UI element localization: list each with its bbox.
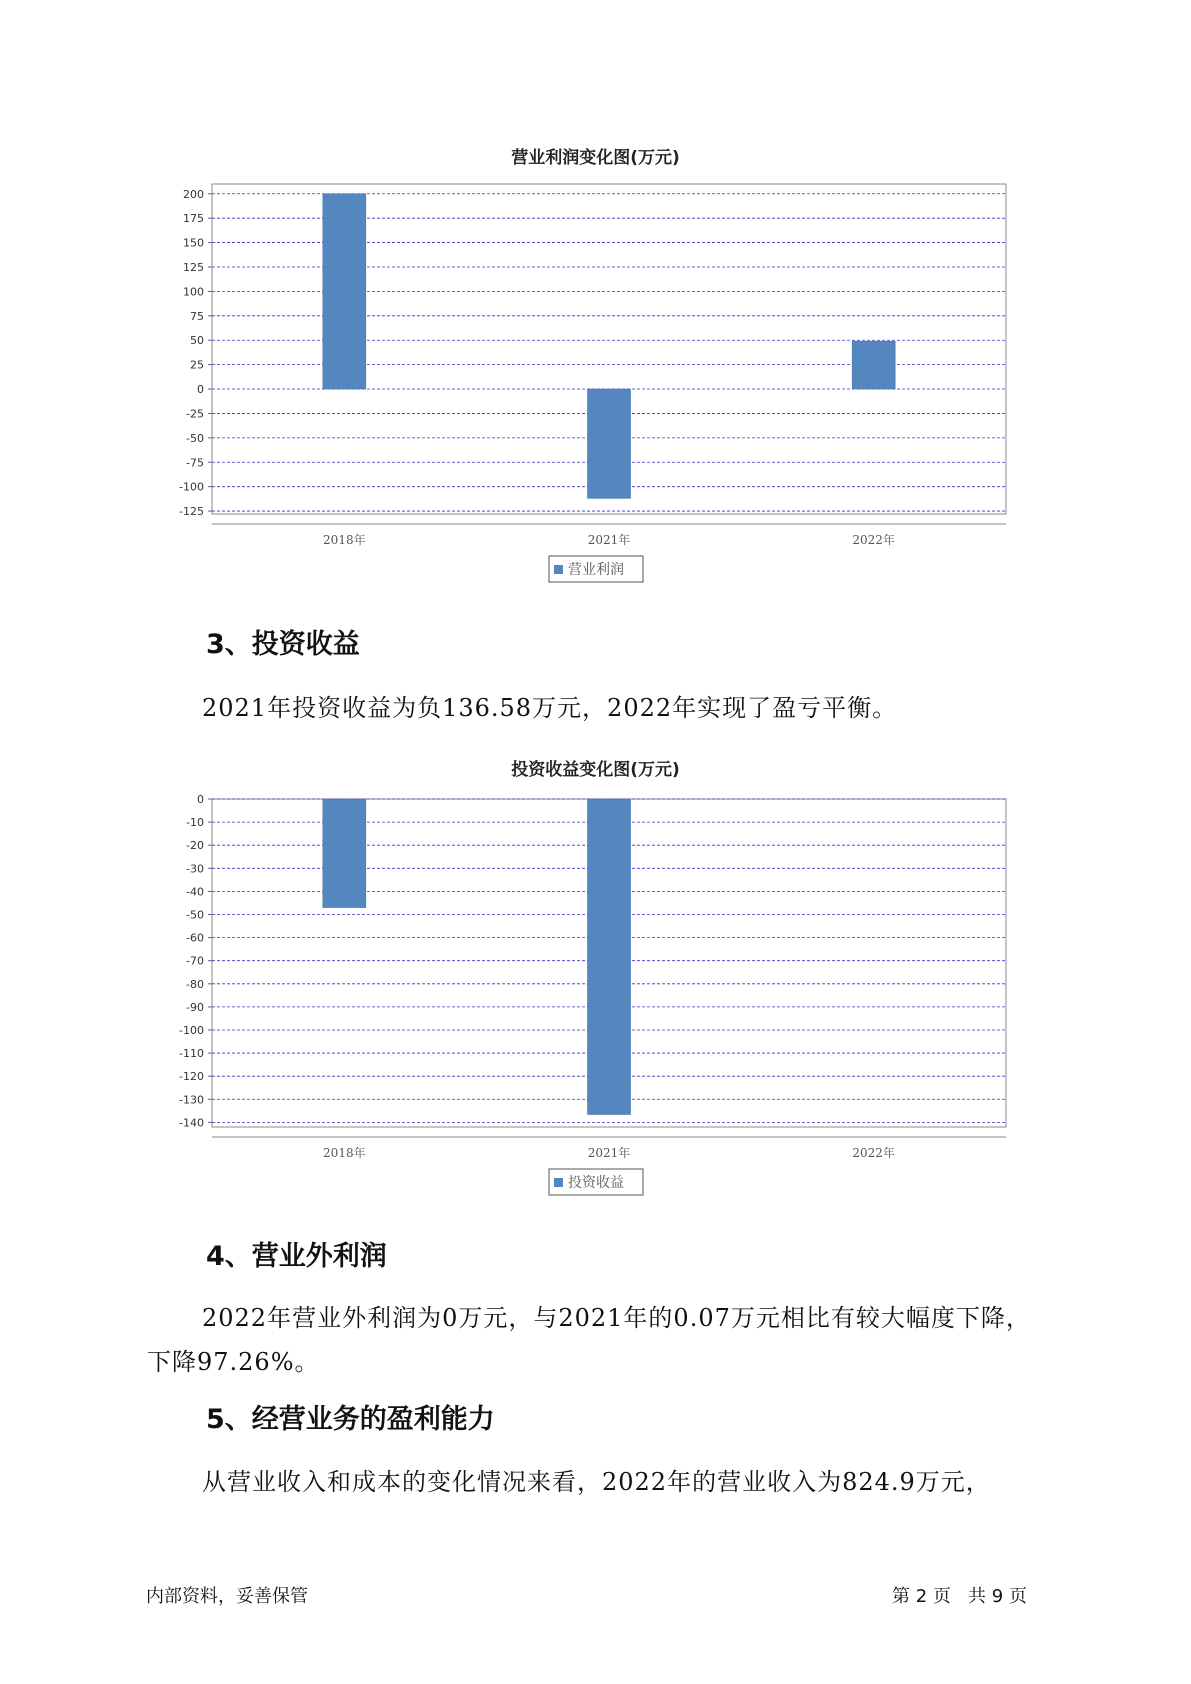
x-category-label: 2021年	[587, 1146, 631, 1160]
section-paragraph-non-operating-profit-line1: 2022年营业外利润为0万元，与2021年的0.07万元相比有较大幅度下降，	[202, 1304, 1031, 1332]
footer-confidential-note: 内部资料，妥善保管	[146, 1586, 308, 1607]
section-heading-investment-income: 3、投资收益	[206, 629, 360, 660]
y-tick-label: 0	[197, 793, 204, 806]
section-paragraph-investment-income: 2021年投资收益为负136.58万元，2022年实现了盈亏平衡。	[202, 694, 898, 722]
y-tick-label: -25	[186, 407, 204, 421]
chart-title-investment-income: 投资收益变化图(万元)	[511, 760, 680, 780]
footer-page-number: 第 2 页 共 9 页	[892, 1586, 1027, 1607]
y-tick-label: -50	[186, 908, 204, 922]
y-tick-label: -30	[186, 862, 204, 876]
x-category-label: 2018年	[323, 533, 366, 547]
y-tick-label: 25	[190, 358, 204, 372]
chart-title-operating-profit: 营业利润变化图(万元)	[511, 148, 680, 168]
bar-2018年	[323, 799, 366, 908]
y-tick-label: 200	[183, 187, 204, 201]
y-tick-label: 150	[183, 236, 204, 250]
y-tick-label: -100	[179, 480, 204, 494]
y-tick-label: -130	[179, 1093, 204, 1107]
investment-income-chart	[0, 780, 1191, 1200]
bar-2021年	[588, 389, 631, 498]
y-tick-label: -70	[186, 954, 204, 968]
x-category-label: 2022年	[852, 533, 895, 547]
y-tick-label: -40	[186, 885, 204, 899]
bar-2018年	[323, 194, 366, 389]
y-tick-label: 175	[183, 212, 204, 226]
y-tick-label: -100	[179, 1023, 204, 1037]
y-tick-label: 75	[190, 309, 204, 323]
y-tick-label: -120	[179, 1070, 204, 1084]
operating-profit-chart	[0, 170, 1191, 590]
y-tick-label: -90	[186, 1000, 204, 1014]
section-paragraph-non-operating-profit-line2: 下降97.26%。	[147, 1348, 320, 1376]
legend-swatch	[554, 1178, 563, 1187]
legend-swatch	[554, 565, 563, 574]
y-tick-label: -125	[179, 505, 204, 519]
y-tick-label: 50	[190, 334, 204, 348]
x-category-label: 2022年	[852, 1146, 895, 1160]
section-heading-profitability: 5、经营业务的盈利能力	[206, 1404, 495, 1435]
section-paragraph-profitability: 从营业收入和成本的变化情况来看，2022年的营业收入为824.9万元，	[202, 1468, 991, 1496]
y-tick-label: -50	[186, 431, 204, 445]
y-tick-label: 0	[197, 383, 204, 397]
x-category-label: 2021年	[587, 533, 631, 547]
y-tick-label: -75	[186, 456, 204, 470]
y-tick-label: -80	[186, 977, 204, 991]
y-tick-label: 125	[183, 260, 204, 274]
y-tick-label: -20	[186, 839, 204, 853]
bar-2022年	[852, 341, 895, 389]
y-tick-label: -10	[186, 816, 204, 830]
y-tick-label: 100	[183, 285, 204, 299]
legend-label: 投资收益	[568, 1175, 624, 1191]
section-heading-non-operating-profit: 4、营业外利润	[206, 1241, 387, 1272]
x-category-label: 2018年	[323, 1146, 366, 1160]
y-tick-label: -110	[179, 1047, 204, 1061]
y-tick-label: -60	[186, 931, 204, 945]
y-tick-label: -140	[179, 1116, 204, 1130]
legend-label: 营业利润	[568, 562, 624, 578]
bar-2021年	[588, 799, 631, 1114]
